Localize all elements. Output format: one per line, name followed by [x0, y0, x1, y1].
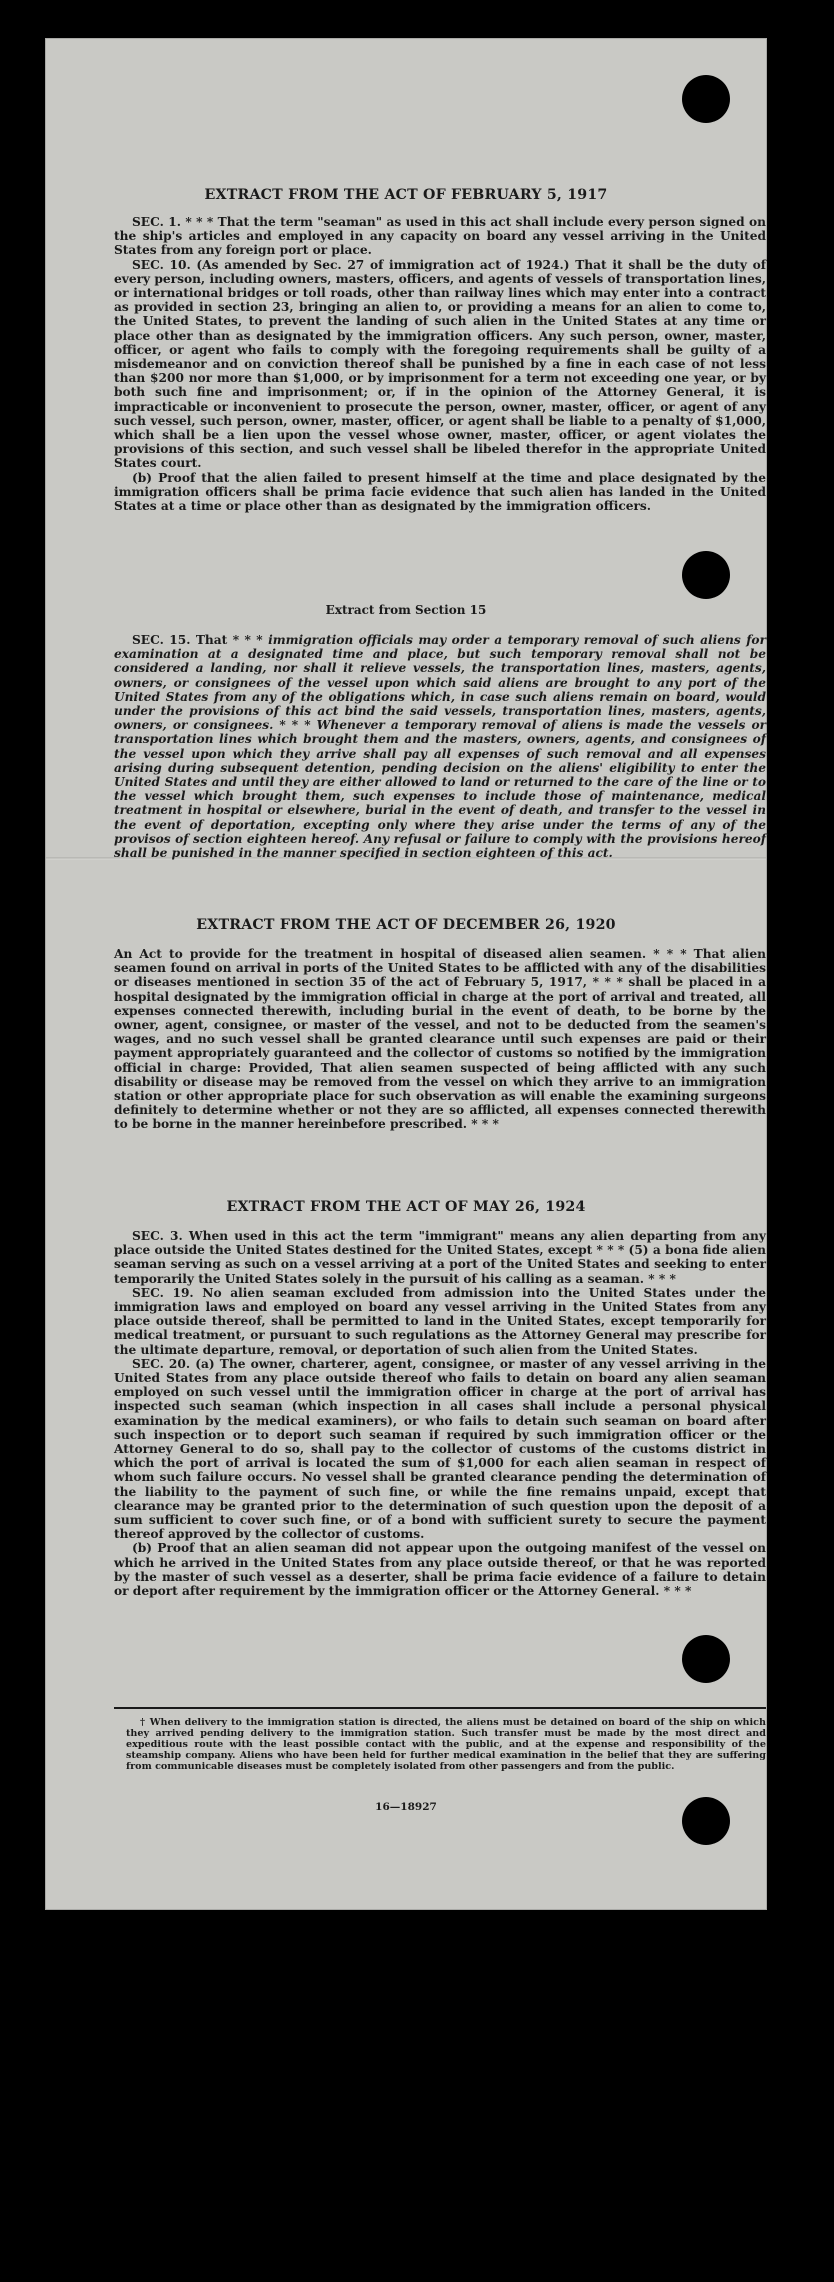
subheading-section-15: Extract from Section 15 [325, 603, 487, 617]
act1920-paragraph: An Act to provide for the treatment in hospital of diseased alien seamen. * * * That alien seamen found on arrival in ports of the United States to be afflicted with any of the disabilities or diseases mentioned in section 35 of the act of February 5, 1917, * * * shall be placed in a hospital designated by the immigration official in charge at the port of arrival and treated, all expenses connected therewith, including burial in the event of death, to be borne by the owner, agent, consignee, or master of the vessel, and not to be deducted from the seamen's wages, and no such vessel shall be granted clearance until such expenses are paid or their payment appropriately guaranteed and the collector of customs so notified by the immigration official in charge: Provided, That alien seamen suspected of being afflicted with any such disability or disease may be removed from the vessel on which they arrive to an immigration station or other appropriate place for such observation as will enable the examining surgeons definitely to determine whether or not they are so afflicted, all expenses connected therewith to be borne in the manner hereinbefore prescribed. * * * [114, 947, 766, 1132]
sec20a-paragraph: SEC. 20. (a) The owner, charterer, agent, consignee, or master of any vessel arriving in the United States from any place outside thereof who fails to detain on board any alien seaman employed on such vessel until the immigration officer in charge at the port of arrival has inspected such seaman (which inspection in all cases shall include a personal physical examination by the medical examiners), or who fails to detain such seaman on board after such inspection or to deport such seaman if required by such immigration officer or the Attorney General to do so, shall pay to the collector of customs of the customs district in which the port of arrival is located the sum of $1,000 for each alien seaman in respect of whom such failure occurs. No vessel shall be granted clearance pending the determination of the liability to the payment of such fine, or while the fine remains unpaid, except that clearance may be granted prior to the determination of such question upon the deposit of a sum sufficient to cover such fine, or of a bond with sufficient surety to secure the payment thereof approved by the collector of customs. [114, 1356, 766, 1542]
section-1924 [114, 1229, 766, 1598]
form-code: 16—18927 [375, 1801, 437, 1813]
section-15 [114, 633, 766, 860]
sec15-lead: SEC. 15. That * * * [132, 633, 263, 647]
footnote-divider [114, 1707, 766, 1709]
sec3-paragraph: SEC. 3. When used in this act the term "immigrant" means any alien departing from any place outside the United States destined for the United States, except * * * (5) a bona fide alien seaman serving as such on a vessel arriving at a port of the United States and seeking to enter temporarily the United States solely in the pursuit of his calling as a seaman. * * * [114, 1229, 766, 1286]
punch-hole [682, 75, 730, 123]
heading-act-1920: EXTRACT FROM THE ACT OF DECEMBER 26, 1920 [196, 917, 616, 933]
sec15-text: immigration officials may order a temporary removal of such aliens for examination at a designated time and place, but such temporary removal shall not be considered a landing, nor shall it relieve vessels, the transportation lines, masters, agents, owners, or consignees of the vessel upon which said aliens are brought to any port of the United States from any of the obligations which, in case such aliens remain on board, would under the provisions of this act bind the said vessels, transportation lines, masters, agents, owners, or consignees. * * * Whenever a temporary removal of aliens is made the vessels or transportation lines which brought them and the masters, owners, agents, and consignees of the vessel upon which they arrive shall pay all expenses of such removal and all expenses arising during subsequent detention, pending decision on the aliens' eligibility to enter the United States and until they are either allowed to land or returned to the care of the line or to the vessel which brought them, such expenses to include those of maintenance, medical treatment in hospital or elsewhere, burial in the event of death, and transfer to the vessel in the event of deportation, excepting only where they arise under the terms of any of the provisos of section eighteen hereof. Any refusal or failure to comply with the provisions hereof shall be punished in the manner specified in section eighteen of this act. [114, 633, 766, 861]
heading-act-1924: EXTRACT FROM THE ACT OF MAY 26, 1924 [226, 1199, 586, 1215]
section-1920 [114, 947, 766, 1132]
footnote-text: † When delivery to the immigration station is directed, the aliens must be detained on board of the ship on which they arrived pending delivery to the immigration station. Such transfer must be made by the most direct and expeditious route with the least possible contact with the public, and at the expense and responsibility of the steamship company. Aliens who have been held for further medical examination in the belief that they are suffering from communicable diseases must be completely isolated from other passengers and from the public. [126, 1717, 766, 1772]
sec10b-paragraph: (b) Proof that the alien failed to present himself at the time and place designated by the immigration officers shall be prima facie evidence that such alien has landed in the United States at a time or place other than as designated by the immigration officers. [114, 470, 766, 514]
sec19-paragraph: SEC. 19. No alien seaman excluded from admission into the United States under the immigration laws and employed on board any vessel arriving in the United States from any place outside thereof, shall be permitted to land in the United States, except temporarily for medical treatment, or pursuant to such regulations as the Attorney General may prescribe for the ultimate departure, removal, or deportation of such alien from the United States. [114, 1285, 766, 1357]
sec20b-paragraph: (b) Proof that an alien seaman did not appear upon the outgoing manifest of the vessel on which he arrived in the United States from any place outside thereof, or that he was reported by the master of such vessel as a deserter, shall be prima facie evidence of a failure to detain or deport after requirement by the immigration officer or the Attorney General. * * * [114, 1541, 766, 1599]
document-page [45, 38, 767, 1910]
heading-act-1917: EXTRACT FROM THE ACT OF FEBRUARY 5, 1917 [204, 187, 608, 203]
sec10-paragraph: SEC. 10. (As amended by Sec. 27 of immigration act of 1924.) That it shall be the duty of every person, including owners, masters, officers, and agents of vessels of transportation lines, or international bridges or toll roads, other than railway lines which may enter into a contract as provided in section 23, bringing an alien to, or providing a means for an alien to come to, the United States, to prevent the landing of such alien in the United States at any time or place other than as designated by the immigration officers. Any such person, owner, master, officer, or agent who fails to comply with the foregoing requirements shall be guilty of a misdemeanor and on conviction thereof shall be punished by a fine in each case of not less than $200 nor more than $1,000, or by imprisonment for a term not exceeding one year, or by both such fine and imprisonment; or, if in the opinion of the Attorney General, it is impracticable or inconvenient to prosecute the person, owner, master, officer, or agent of any such vessel, such person, owner, master, officer, or agent shall be liable to a penalty of $1,000, which shall be a lien upon the vessel whose owner, master, officer, or agent violates the provisions of this section, and such vessel shall be libeled therefor in the appropriate United States court. [114, 257, 766, 471]
footnote [126, 1717, 766, 1772]
section-1917 [114, 215, 766, 513]
sec1-paragraph: SEC. 1. * * * That the term "seaman" as used in this act shall include every person signed on the ship's articles and employed in any capacity on board any vessel arriving in the United States from any foreign port or place. [114, 215, 766, 258]
punch-hole [682, 551, 730, 599]
punch-hole [682, 1635, 730, 1683]
